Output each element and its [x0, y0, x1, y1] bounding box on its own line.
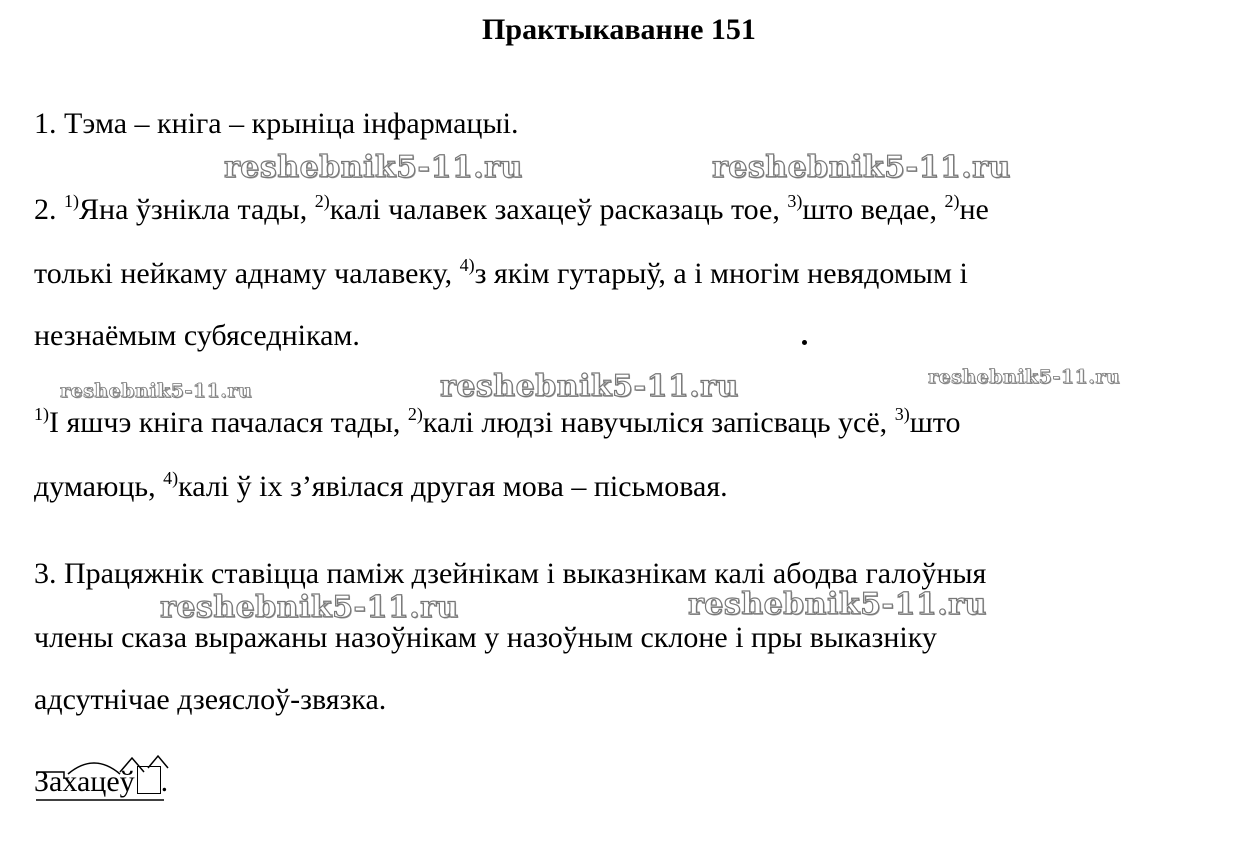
suffix-caret-icon — [120, 758, 144, 772]
watermark: reshebnik5-11.ru — [928, 366, 1121, 388]
paragraph-2-line-1: $^{1)}$І яшчэ кніга пачалася тады, $^{2)}$калі людзі навучыліся запісваць усё, $^{3)}$што — [34, 404, 961, 439]
item-1: 1. Тэма – кніга – крыніца інфармацыі. — [34, 107, 519, 140]
item-2-line-3: незнаёмым субяседнікам. — [34, 319, 360, 352]
item-3-line-3: адсутнічае дзеяслоў-звязка. — [34, 683, 387, 716]
stray-dot — [802, 340, 807, 345]
suffix-caret-icon-2 — [148, 756, 168, 768]
root-arc-icon — [68, 763, 120, 774]
item-3-line-2: члены сказа выражаны назоўнікам у назоўным склоне і пры выказніку — [34, 621, 937, 654]
word-structure-scheme — [34, 752, 204, 812]
root-part: хац — [62, 765, 107, 798]
watermark: reshebnik5-11.ru — [60, 380, 253, 402]
watermark: reshebnik5-11.ru — [160, 590, 459, 625]
watermark: reshebnik5-11.ru — [440, 369, 739, 404]
item-2-line-1: 2. $^{1)}$Яна ўзнікла тады, $^{2)}$калі чалавек захацеў расказаць тое, $^{3)}$што ведае, $^{2)}$не — [34, 191, 989, 226]
prefix-part: За — [34, 765, 63, 798]
morpheme-marks — [34, 752, 204, 812]
suffix-part: е — [106, 765, 120, 798]
ending-letter: ў — [119, 765, 135, 798]
watermark: reshebnik5-11.ru — [712, 150, 1011, 185]
watermark: reshebnik5-11.ru — [688, 587, 987, 622]
watermark: reshebnik5-11.ru — [224, 150, 523, 185]
page-title: Практыкаванне 151 — [482, 13, 756, 46]
item-2-line-2: толькі нейкаму аднаму чалавеку, $^{4)}$з якім гутарыў, а і многім невядомым і — [34, 255, 968, 290]
item-3-line-1: 3. Працяжнік ставіцца паміж дзейнікам і выказнікам калі абодва галоўныя — [34, 557, 987, 590]
prefix-mark-icon — [36, 772, 64, 779]
scheme-period: . — [160, 765, 169, 798]
paragraph-2-line-2: думаюць, $^{4)}$калі ў іх з’явілася другая мова – пісьмовая. — [34, 468, 728, 503]
